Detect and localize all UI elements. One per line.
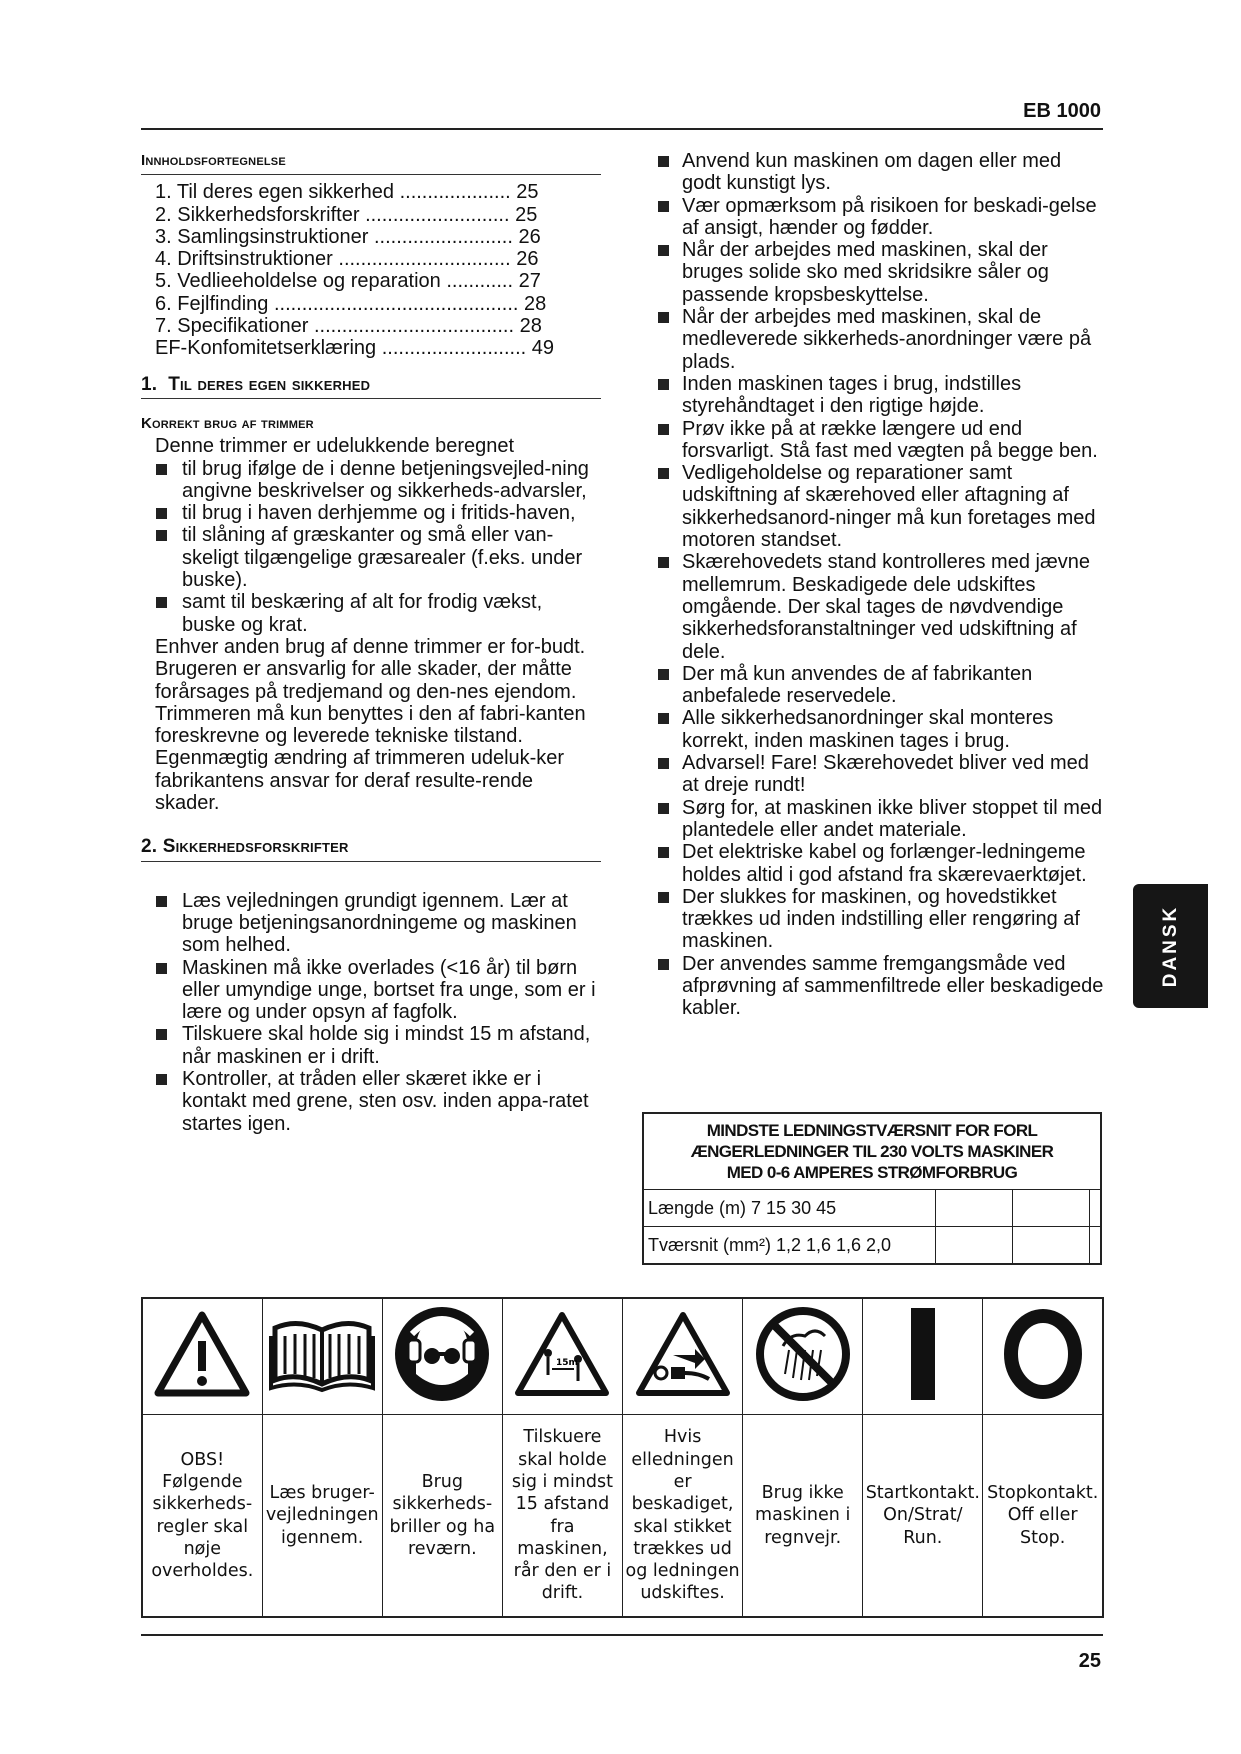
on-switch-icon (903, 1304, 943, 1404)
table-cell (1013, 1227, 1090, 1265)
cable-cross-label: Tværsnit (mm²) 1,2 1,6 1,6 2,0 (643, 1227, 936, 1265)
cable-table (642, 1112, 1102, 1265)
toc-item: 1. Til deres egen sikkerhed .................... 25 (155, 181, 539, 204)
toc-item: 4. Driftsinstruktioner ............................... 26 (155, 248, 539, 271)
section2-bullet-list (141, 890, 601, 1135)
table-cell (936, 1227, 1013, 1265)
symbol-table (141, 1297, 1104, 1618)
list-item: Anvend kun maskinen om dagen eller med godt kunstigt lys. (655, 150, 1105, 195)
section1-paragraph: Trimmeren må kun benyttes i den af fabri-kanten foreskrevne og leverede tekniske tilstand. (155, 702, 586, 748)
section1-heading (141, 374, 601, 396)
section2-heading (141, 836, 601, 858)
list-item: samt til beskæring af alt for frodig vækst, buske og krat. (141, 591, 601, 636)
symbol-caption: Tilskuere skal holde sig i mindst 15 afstand fra maskinen, rår den er i drift. (502, 1415, 622, 1618)
section1-intro: Denne trimmer er udelukkende beregnet (155, 435, 515, 458)
toc-item: 2. Sikkerhedsforskrifter .......................... 25 (155, 203, 538, 226)
symbol-cell (983, 1298, 1103, 1415)
list-item: Advarsel! Fare! Skærehovedet bliver ved med at dreje rundt! (655, 752, 1105, 797)
cable-title-line: MED 0-6 AMPERES STRØMFORBRUG (726, 1163, 1018, 1182)
list-item: Maskinen må ikke overlades (<16 år) til børn eller umyndige unge, bortset fra unge, som er i lære og under opsyn af fagfolk. (141, 957, 601, 1024)
list-item: Alle sikkerhedsanordninger skal monteres korrekt, inden maskinen tages i brug. (655, 707, 1105, 752)
section2-number: 2. (141, 836, 158, 858)
symbol-cell (863, 1298, 983, 1415)
toc-item: 3. Samlingsinstruktioner ......................... 26 (155, 225, 541, 248)
open-book-icon (267, 1314, 377, 1394)
list-item: Kontroller, at tråden eller skæret ikke er i kontakt med grene, sten osv. inden appa-ratet startes igen. (141, 1068, 601, 1135)
off-switch-icon (998, 1304, 1088, 1404)
symbol-caption: Stopkontakt. Off eller Stop. (983, 1415, 1103, 1618)
cable-table-title (643, 1113, 1101, 1190)
toc-item: 5. Vedlieeholdelse og reparation ............ 27 (155, 270, 541, 293)
symbol-cell (262, 1298, 382, 1415)
list-item: Tilskuere skal holde sig i mindst 15 m afstand, når maskinen er i drift. (141, 1023, 601, 1068)
list-item: Vær opmærksom på risikoen for beskadi-gelse af ansigt, hænder og fødder. (655, 195, 1105, 240)
symbol-caption: Startkontakt. On/Strat/ Run. (863, 1415, 983, 1618)
language-tab (1133, 884, 1208, 1008)
list-item: Når der arbejdes med maskinen, skal de medleverede sikkerheds-anordninger være på plads. (655, 306, 1105, 373)
safety-goggles-ear-protection-icon (392, 1304, 492, 1404)
list-item: Prøv ikke på at række længere ud end forsvarligt. Stå fast med vægten på begge ben. (655, 418, 1105, 463)
cable-length-label: Længde (m) 7 15 30 45 (643, 1190, 936, 1227)
unplug-cable-icon (633, 1309, 733, 1399)
bystander-distance-icon (512, 1309, 612, 1399)
symbol-caption: OBS! Følgende sikkerheds-regler skal nøje overholdes. (142, 1415, 262, 1618)
section2-title: Sikkerhedsforskrifter (162, 836, 349, 858)
toc-heading: Innholdsfortegnelse (141, 152, 286, 169)
table-cell (1090, 1190, 1101, 1227)
cable-title-line: MINDSTE LEDNINGSTVÆRSNIT FOR FORL (706, 1121, 1038, 1140)
header-rule (141, 128, 1103, 130)
list-item: Når der arbejdes med maskinen, skal der bruges solide sko med skridsikre såler og passende kropsbeskyttelse. (655, 239, 1105, 306)
symbol-cell (502, 1298, 622, 1415)
section2-rule (141, 861, 601, 862)
cable-title-line: ÆNGERLEDNINGER TIL 230 VOLTS MASKINER (690, 1142, 1054, 1161)
list-item: Vedligeholdelse og reparationer samt udskiftning af skærehoved eller aftagning af sikkerhedsanord-ninger må kun foretages med motoren standset. (655, 462, 1105, 551)
section1-subheading: Korrekt brug af trimmer (141, 414, 314, 432)
list-item: Sørg for, at maskinen ikke bliver stoppet til med plantedele eller andet materiale. (655, 797, 1105, 842)
symbol-cell (623, 1298, 743, 1415)
list-item: til brug i haven derhjemme og i fritids-haven, (141, 502, 601, 524)
page-number: 25 (1078, 1650, 1101, 1672)
toc-list (141, 181, 601, 359)
toc-item: 6. Fejlfinding ............................................ 28 (155, 292, 547, 315)
section1-bullet-list (141, 458, 601, 636)
footer-rule (141, 1634, 1103, 1636)
list-item: til brug ifølge de i denne betjeningsvejled-ning angivne beskrivelser og sikkerheds-advarsler, (141, 458, 601, 503)
list-item: Der anvendes samme fremgangsmåde ved afprøvning af sammenfiltrede eller beskadigede kabler. (655, 953, 1105, 1020)
right-column (655, 150, 1105, 1020)
section1-rule (141, 398, 601, 399)
language-tab-label: DANSK (1159, 904, 1181, 988)
list-item: Inden maskinen tages i brug, indstilles styrehåndtaget i den rigtige højde. (655, 373, 1105, 418)
list-item: Der må kun anvendes de af fabrikanten anbefalede reservedele. (655, 663, 1105, 708)
toc-item: 7. Specifikationer .................................... 28 (155, 315, 542, 338)
section1-number: 1. (141, 373, 158, 395)
symbol-cell (743, 1298, 863, 1415)
left-column (141, 150, 601, 1135)
right-bullet-list (655, 150, 1105, 1020)
symbol-cell (142, 1298, 262, 1415)
toc-rule (141, 174, 601, 175)
section1-title: Til deres egen sikkerhed (168, 373, 371, 395)
symbol-caption: Brug sikkerheds-briller og ha reværn. (382, 1415, 502, 1618)
section1-paragraph: Enhver anden brug af denne trimmer er for-budt. Brugeren er ansvarlig for alle skader, der måtte forårsages på tredjemand og den-nes ejendom. (155, 635, 586, 703)
toc-item: EF-Konfomitetserklæring .......................... 49 (155, 337, 555, 360)
model-title: EB 1000 (1023, 100, 1101, 122)
list-item: Skærehovedets stand kontrolleres med jævne mellemrum. Beskadigede dele udskiftes omgående. Der skal tages de nøvdvendige sikkerhedsforanstaltninger ved udskiftning af dele. (655, 551, 1105, 662)
list-item: Læs vejledningen grundigt igennem. Lær at bruge betjeningsanordningeme og maskinen som helhed. (141, 890, 601, 957)
table-cell (1090, 1227, 1101, 1265)
symbol-caption: Brug ikke maskinen i regnvejr. (743, 1415, 863, 1618)
no-rain-icon (753, 1304, 853, 1404)
table-cell (936, 1190, 1013, 1227)
section1-paragraph: Egenmægtig ændring af trimmeren udeluk-ker fabrikantens ansvar for deraf resulte-rende skader. (155, 747, 565, 815)
symbol-cell (382, 1298, 502, 1415)
svg-text:15m: 15m (556, 1358, 579, 1368)
symbol-caption: Læs bruger-vejledningen igennem. (262, 1415, 382, 1618)
table-cell (1013, 1190, 1090, 1227)
list-item: Der slukkes for maskinen, og hovedstikket trækkes ud inden indstilling eller rengøring af maskinen. (655, 886, 1105, 953)
warning-triangle-icon (152, 1309, 252, 1399)
symbol-caption: Hvis elledningen er beskadiget, skal stikket trækkes ud og ledningen udskiftes. (623, 1415, 743, 1618)
list-item: til slåning af græskanter og små eller van-skeligt tilgængelige græsarealer (f.eks. under buske). (141, 524, 601, 591)
list-item: Det elektriske kabel og forlænger-ledningeme holdes altid i god afstand fra skærevaerktøjet. (655, 841, 1105, 886)
